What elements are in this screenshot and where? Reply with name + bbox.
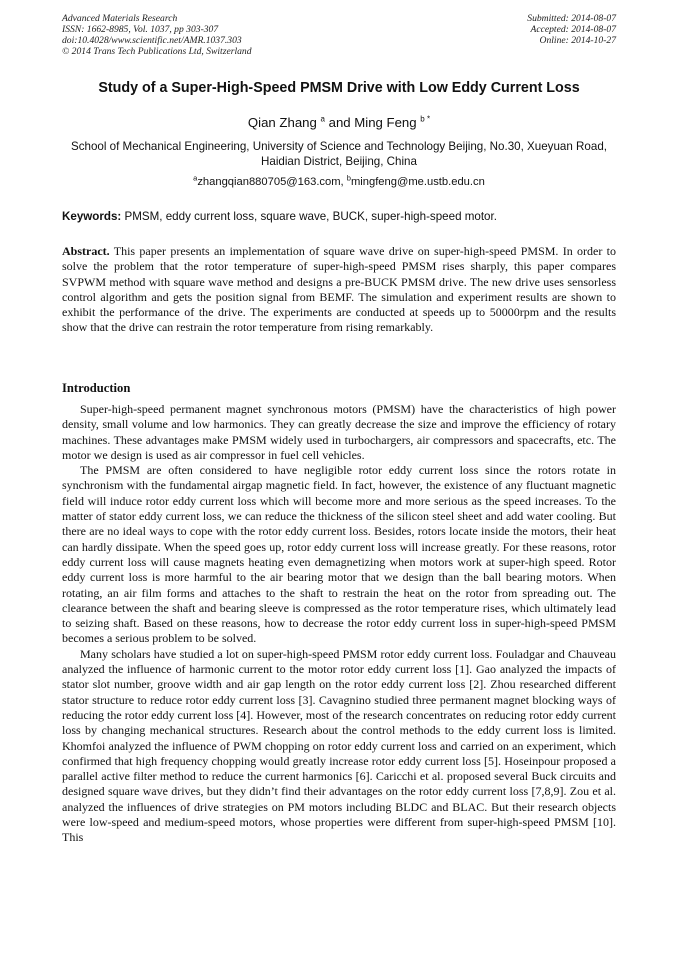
accepted-date: Accepted: 2014-08-07: [530, 24, 616, 35]
author-name: Ming Feng: [354, 115, 417, 130]
email-superscript: b: [346, 173, 351, 183]
abstract-text: This paper presents an implementation of square wave drive on super-high-speed PMSM. In order to solve the problem that the rotor temperature of super-high-speed PMSM rises sharply, this paper compares SVPWM method with square wave method and designs a pre-BUCK PMSM drive. The new drive uses sensorless control algorithm and gets the position signal from BEMF. The simulation and experiment results are shown to exhibit the performance of the drive. The experiments are conducted at speeds up to 50000rpm and the results show that the drive can restrain the rotor temperature from rising remarkably.: [62, 244, 616, 335]
author-conjunction: and: [324, 115, 355, 130]
email-link[interactable]: mingfeng@me.ustb.edu.cn: [350, 176, 485, 188]
keywords-text: PMSM, eddy current loss, square wave, BUCK, super-high-speed motor.: [121, 210, 497, 223]
abstract-label: Abstract.: [62, 244, 110, 258]
paper-title: Study of a Super-High-Speed PMSM Drive with Low Eddy Current Loss: [98, 80, 580, 96]
journal-issn: ISSN: 1662-8985, Vol. 1037, pp 303-307: [62, 24, 219, 35]
online-date: Online: 2014-10-27: [539, 35, 616, 46]
body-paragraph: The PMSM are often considered to have negligible rotor eddy current loss since the rotors rotate in synchronism with the fundamental airgap magnetic field. In fact, however, the existence of any fluctuant magnetic field will induce rotor eddy current loss which will become more and more serious as the speed increases. To the matter of stator eddy current loss, we can reduce the thickness of the silicon steel sheet and add water cooling. But there are no ideal ways to cope with the rotor eddy current loss. Besides, rotors locate inside the motors, their heat can hardly dissipate. When the speed goes up, rotor eddy current loss will increase greatly. For these reasons, rotor eddy current loss will cause magnets heating even demagnetizing when motors work at super-high speed. Rotor eddy current loss is more harmful to the air bearing motor that we design than the ball bearing motors. When rotating, an air film forms and attaches to the shaft to restrain the heat on the rotor from spreading out. The clearance between the shaft and bearing sleeve is compressed as the rotor temperature rises, which ultimately lead to seizing shaft. Based on these reasons, how to decrease the rotor eddy current loss in super-high-speed PMSM becomes a serious problem to be solved.: [62, 463, 616, 646]
abstract: [62, 244, 616, 336]
journal-info: [62, 13, 362, 57]
section-heading: Introduction: [62, 381, 131, 395]
body-paragraph: Super-high-speed permanent magnet synchronous motors (PMSM) have the characteristics of high power density, small volume and low harmonics. They can greatly decrease the size and improve the efficiency of rotary machines. These advantages make PMSM widely used in turbochargers, air compressors and spacecrafts, etc. The motor we design is used as air compressor in fuel cell vehicles.: [62, 402, 616, 462]
body-paragraph: Many scholars have studied a lot on super-high-speed PMSM rotor eddy current loss. Fouladgar and Chauveau analyzed the influence of harmonic current to the motor rotor eddy current loss [1]. Gao analyzed the impacts of stator slot number, groove width and air gap length on the rotor eddy current loss [2]. Zhou researched different stator structure to reduce rotor eddy current loss [3]. Cavagnino studied three permanent magnet blocking ways of reducing the rotor eddy current loss [4]. However, most of the research concentrates on reducing rotor eddy current loss by changing mechanical structures. Research about the control methods to the eddy current loss is limited. Khomfoi analyzed the influence of PWM chopping on rotor eddy current loss and carried on an experiment, which confirmed that high frequency chopping would greatly increase rotor eddy current loss [5]. Hoseinpour proposed a parallel active filter method to reduce the current harmonics [6]. Caricchi et al. proposed several Buck circuits and designed square wave drives, but they didn’t find their advantages on the rotor eddy current loss [7,8,9]. Zou et al. analyzed the influences of drive strategies on PM motors including BLDC and BLAC. But their research objects were low-speed and medium-speed motors, whose properties were different from super-high-speed PMSM [10]. This: [62, 646, 616, 845]
journal-name: Advanced Materials Research: [62, 13, 178, 24]
affiliation: School of Mechanical Engineering, University of Science and Technology Beijing, No.30, Xueyuan Road, Haidian District, Beijing, China: [70, 140, 607, 168]
keywords-label: Keywords:: [62, 210, 122, 223]
email-link[interactable]: zhangqian880705@163.com,: [197, 176, 347, 188]
author-superscript: b *: [420, 114, 431, 124]
email-superscript: a: [193, 173, 198, 183]
submission-dates: [416, 13, 616, 46]
journal-copyright: © 2014 Trans Tech Publications Ltd, Switzerland: [62, 46, 252, 57]
author-name: Qian Zhang: [247, 115, 317, 130]
journal-doi: doi:10.4028/www.scientific.net/AMR.1037.303: [62, 35, 242, 46]
author-line: [62, 115, 616, 131]
keywords: [62, 209, 616, 224]
author-emails: [62, 175, 616, 189]
introduction-body: [62, 402, 616, 846]
submitted-date: Submitted: 2014-08-07: [527, 13, 616, 24]
author-superscript: a: [320, 114, 325, 124]
